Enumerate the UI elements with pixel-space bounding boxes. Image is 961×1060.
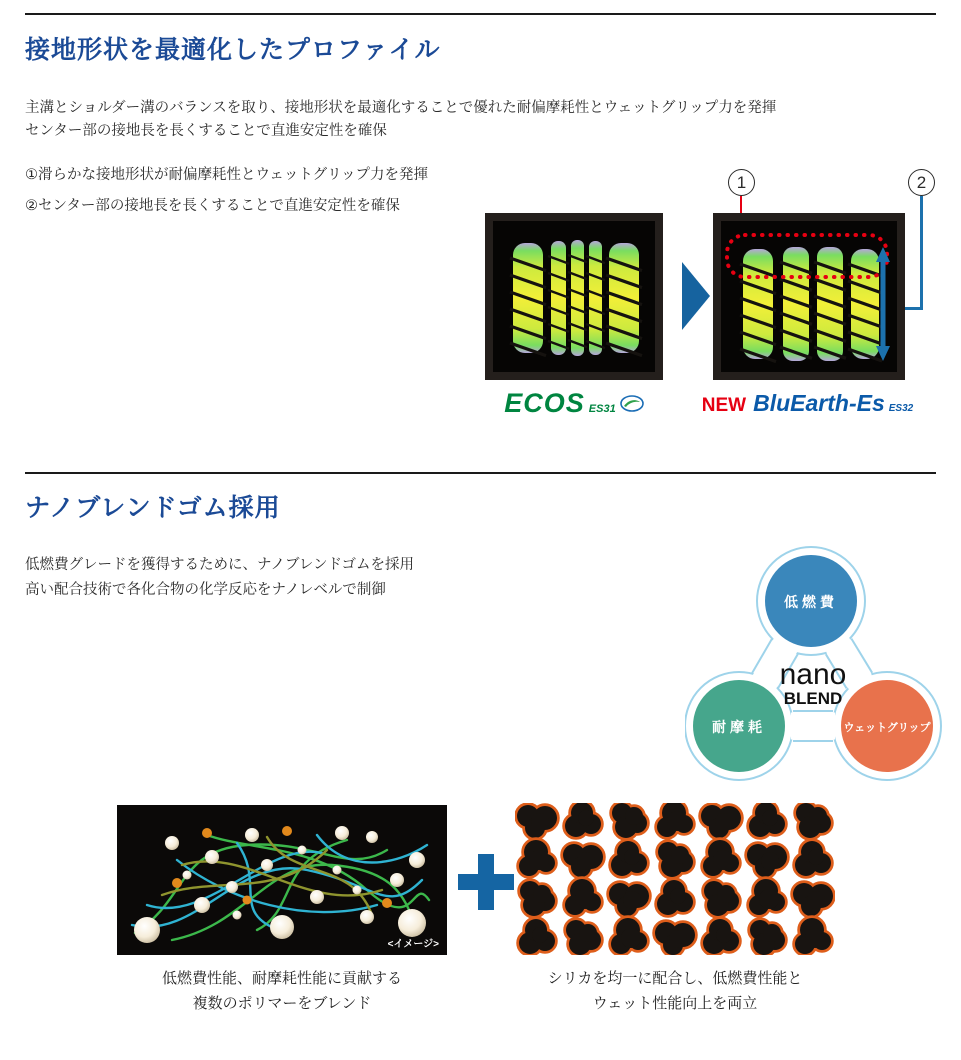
node-wear-resistance-label: 耐摩耗 [712, 719, 766, 735]
node-fuel-efficiency-label: 低燃費 [784, 594, 838, 610]
section1-paragraph-line1: 主溝とショルダー溝のバランスを取り、接地形状を最適化することで優れた耐偏摩耗性とウェットグリップ力を発揮 [25, 100, 777, 116]
polymer-caption-line2: 複数のポリマーをブレンド [192, 995, 372, 1012]
section1-paragraph-line2: センター部の接地長を長くすることで直進安定性を確保 [25, 123, 387, 139]
bluearth-model-text: ES32 [888, 403, 914, 414]
section2-paragraph-line1: 低燃費グレードを獲得するために、ナノブレンドゴムを採用 [25, 557, 414, 573]
transition-arrow-icon [682, 262, 710, 330]
nano-blend-diagram [685, 545, 950, 790]
ecos-contact-patch-image [485, 213, 663, 380]
bluearth-logo-text: BluEarth-Es [753, 390, 885, 416]
section2-paragraph-line2: 高い配合技術で各化合物の化学反応をナノレベルで制御 [25, 582, 386, 598]
section2-title: ナノブレンドゴム採用 [25, 494, 281, 522]
ecos-logo-text: ECOS [504, 388, 585, 418]
ecos-model-text: ES31 [588, 403, 616, 415]
silica-caption-line1: シリカを均一に配合し、低燃費性能と [547, 970, 803, 987]
section1-point1: ①滑らかな接地形状が耐偏摩耗性とウェットグリップ力を発揮 [25, 167, 429, 183]
silica-caption-line2: ウェット性能向上を両立 [592, 995, 758, 1012]
section-divider-middle [25, 472, 936, 474]
ecos-logo [485, 388, 663, 419]
silica-caption [515, 966, 835, 1016]
eco-badge-icon [620, 395, 644, 412]
section-divider-top [25, 13, 936, 15]
callout-2-number: 2 [916, 172, 927, 192]
polymer-caption-line1: 低燃費性能、耐摩耗性能に貢献する [161, 970, 402, 987]
node-wet-grip-label: ウェットグリップ [843, 722, 931, 734]
section2-paragraph [25, 553, 625, 603]
nano-blend-center-bottom: BLEND [783, 689, 843, 708]
section1-title: 接地形状を最適化したプロファイル [25, 36, 441, 64]
callout-1-number: 1 [736, 172, 747, 192]
section1-point2: ②センター部の接地長を長くすることで直進安定性を確保 [25, 198, 400, 214]
ecos-contact-patch-graphic [485, 213, 663, 380]
section1-paragraph [25, 97, 945, 143]
polymer-caption [117, 966, 447, 1016]
new-label: NEW [701, 395, 747, 416]
callout-2-badge [908, 169, 935, 196]
bluearth-logo [700, 390, 915, 417]
bluearth-contact-patch-graphic [713, 213, 905, 380]
image-note: <イメージ> [387, 939, 439, 950]
callout-1-badge [728, 169, 755, 196]
silica-dispersion-image [515, 803, 835, 955]
nano-blend-diagram-graphic [685, 545, 950, 790]
polymer-blend-graphic [117, 805, 447, 955]
bluearth-contact-patch-image [713, 213, 905, 380]
callout-2-lead-line-vertical [920, 196, 923, 310]
nano-blend-center-top: nano [779, 658, 847, 691]
polymer-blend-image [117, 805, 447, 955]
plus-icon [458, 854, 514, 910]
silica-dispersion-graphic [515, 803, 835, 955]
